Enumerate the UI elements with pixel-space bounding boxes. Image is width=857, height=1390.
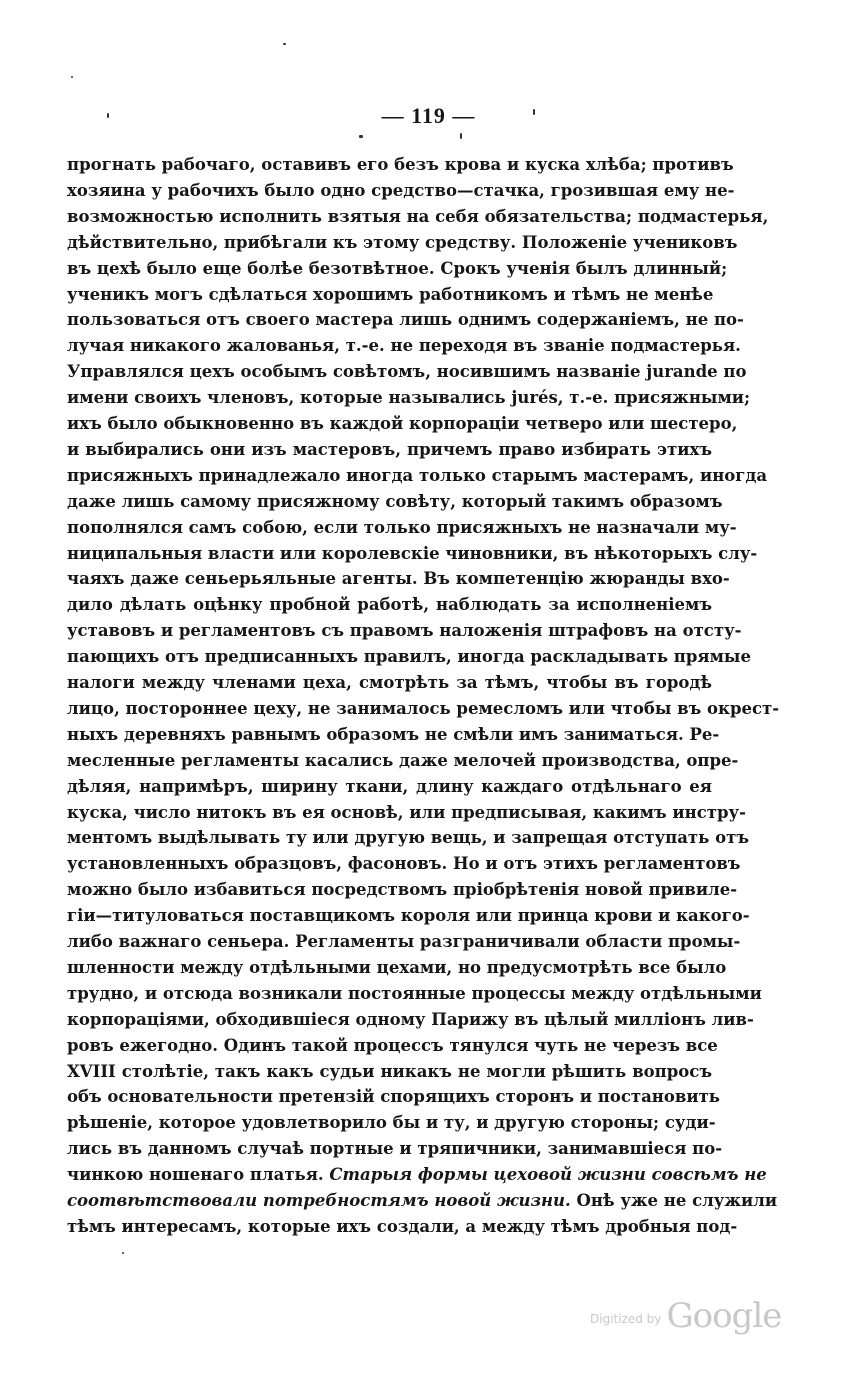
text-line: [67, 903, 750, 929]
text-line-content: рѣшеніе, которое удовлетворило бы и ту, и другую стороны; суди-: [67, 1113, 716, 1133]
text-line: [67, 566, 730, 592]
text-line: [67, 722, 720, 748]
text-line: [67, 825, 749, 851]
text-line-content: даже лишь самому присяжному совѣту, который такимъ образомъ: [67, 491, 723, 511]
text-line-content: имени своихъ членовъ, которые назывались jurés, т.-е. присяжными;: [67, 388, 751, 408]
text-line: [67, 256, 728, 282]
text-line: [67, 489, 723, 515]
text-line-content: лись въ данномъ случаѣ портные и тряпичники, занимавшіеся по-: [67, 1139, 723, 1159]
text-line-content: объ основательности претензій спорящихъ сторонъ и постановить: [67, 1087, 720, 1107]
text-line-content: пополнялся самъ собою, если только присяжныхъ не назначали му-: [67, 517, 737, 537]
text-line: [67, 437, 712, 463]
scan-speck: [460, 133, 462, 139]
text-line-content: Онѣ уже не служили: [570, 1191, 778, 1210]
text-line: [67, 644, 751, 670]
text-line-content: шленности между отдѣльными цехами, но предусмотрѣть все было: [67, 957, 727, 977]
text-line: [67, 152, 734, 178]
text-line-content: и выбирались они изъ мастеровъ, причемъ право избирать этихъ: [67, 439, 712, 459]
italic-emphasis: соотвѣтствовали потребностямъ новой жизни.: [67, 1191, 571, 1210]
text-line-content: уставовъ и регламентовъ съ правомъ наложенія штрафовъ на отсту-: [67, 621, 742, 641]
text-line-content: чинкою ношенаго платья.: [67, 1165, 330, 1185]
digitized-by-google-watermark: [590, 1296, 781, 1336]
text-line-content: пользоваться отъ своего мастера лишь однимъ содержаніемъ, не по-: [67, 310, 744, 330]
text-line-content: дѣляя, напримѣръ, ширину ткани, длину каждаго отдѣльнаго ея: [67, 776, 712, 796]
text-line: [67, 411, 738, 437]
text-line-content: присяжныхъ принадлежало иногда только старымъ мастерамъ, иногда: [67, 465, 768, 485]
text-line: [67, 1214, 738, 1240]
text-line-content: ментомъ выдѣлывать ту или другую вещь, и запрещая отступать отъ: [67, 828, 749, 848]
text-line: [67, 981, 762, 1007]
scan-speck: [359, 135, 363, 138]
text-line-content: хозяина у рабочихъ было одно средство—стачка, грозившая ему не-: [67, 180, 735, 200]
text-line-content: возможностью исполнить взятыя на себя обязательства; подмастерья,: [67, 206, 769, 226]
text-line: [67, 774, 712, 800]
text-line-content: установленныхъ образцовъ, фасоновъ. Но и отъ этихъ регламентовъ: [67, 854, 741, 874]
text-line-content: ученикъ могъ сдѣлаться хорошимъ работникомъ и тѣмъ не менѣе: [67, 284, 714, 304]
text-line-content: дило дѣлать оцѣнку пробной работѣ, наблюдать за исполненіемъ: [67, 595, 712, 615]
text-line: [67, 592, 712, 618]
text-line: [67, 696, 780, 722]
watermark-prefix: Digitized by: [590, 1312, 662, 1326]
text-line: [67, 1033, 718, 1059]
text-line-content: куска, число нитокъ въ ея основѣ, или предписывая, какимъ инстру-: [67, 802, 746, 822]
text-line: [67, 955, 727, 981]
text-line: [67, 282, 712, 308]
text-line-content: гіи—титуловаться поставщикомъ короля или принца крови и какого-: [67, 906, 750, 926]
text-line-content: месленные регламенты касались даже мелочей производства, опре-: [67, 750, 739, 770]
italic-emphasis: Старыя формы цеховой жизни совсѣмъ не: [329, 1165, 767, 1185]
text-line: [67, 463, 768, 489]
text-line-content: лучая никакого жалованья, т.-е. не переходя въ званіе подмастерья.: [67, 336, 741, 356]
text-line: [67, 1084, 720, 1110]
scan-speck: [71, 76, 73, 78]
text-line: [67, 877, 738, 903]
text-line-content: ровъ ежегодно. Одинъ такой процессъ тянулся чуть не черезъ все: [67, 1035, 718, 1055]
text-line: [67, 1110, 716, 1136]
text-line-content: корпораціями, обходившіеся одному Парижу въ цѣлый милліонъ лив-: [67, 1009, 754, 1029]
text-line: [67, 929, 741, 955]
text-line: [67, 178, 735, 204]
text-line: [67, 1136, 723, 1162]
text-line: [67, 800, 746, 826]
text-line: [67, 307, 744, 333]
text-line: [67, 230, 738, 256]
text-line-content: либо важнаго сеньера. Регламенты разграничивали области промы-: [67, 932, 741, 951]
page-number: — 119 —: [381, 103, 476, 128]
text-line-content: ныхъ деревняхъ равнымъ образомъ не смѣли имъ заниматься. Ре-: [67, 724, 720, 744]
scan-speck: [122, 1252, 124, 1254]
text-line-content: налоги между членами цеха, смотрѣть за тѣмъ, чтобы въ городѣ: [67, 673, 712, 692]
text-line-content: дѣйствительно, прибѣгали къ этому средству. Положеніе учениковъ: [67, 232, 738, 252]
text-line-content: ихъ было обыкновенно въ каждой корпораціи четверо или шестеро,: [67, 414, 738, 433]
text-line: [67, 359, 747, 385]
text-line: [67, 618, 742, 644]
text-line-content: лицо, постороннее цеху, не занималось ремесломъ или чтобы въ окрест-: [67, 698, 780, 718]
text-line-content: въ цехѣ было еще болѣе безотвѣтное. Срокъ ученія былъ длинный;: [67, 258, 728, 278]
text-line-content: прогнать рабочаго, оставивъ его безъ крова и куска хлѣба; противъ: [67, 155, 734, 174]
text-line: [67, 515, 737, 541]
scan-speck: [107, 113, 109, 118]
text-line: [67, 1162, 767, 1188]
scan-speck: [533, 109, 535, 115]
google-logo: Google: [666, 1296, 782, 1336]
scan-speck: [283, 43, 286, 45]
text-line: [67, 670, 712, 696]
text-line: [67, 385, 751, 411]
text-line: [67, 1059, 712, 1085]
text-line-content: можно было избавиться посредствомъ пріобрѣтенія новой привиле-: [67, 880, 738, 900]
text-line-content: тѣмъ интересамъ, которые ихъ создали, а между тѣмъ дробныя под-: [67, 1216, 738, 1236]
text-line-content: трудно, и отсюда возникали постоянные процессы между отдѣльными: [67, 983, 762, 1003]
text-line-content: XVIII столѣтіе, такъ какъ судьи никакъ не могли рѣшить вопросъ: [67, 1061, 712, 1081]
text-line: [67, 1188, 778, 1214]
text-line: [67, 541, 758, 567]
text-line-content: пающихъ отъ предписанныхъ правилъ, иногда раскладывать прямые: [67, 647, 751, 667]
text-line: [67, 1007, 754, 1033]
text-line: [67, 333, 741, 359]
text-line-content: чаяхъ даже сеньерьяльные агенты. Въ компетенцію жюранды вхо-: [67, 569, 730, 589]
text-line: [67, 748, 739, 774]
text-line: [67, 204, 769, 230]
text-line: [67, 851, 741, 877]
text-line-content: ниципальныя власти или королевскіе чиновники, въ нѣкоторыхъ слу-: [67, 543, 758, 563]
text-line-content: Управлялся цехъ особымъ совѣтомъ, носившимъ названіе jurande по: [67, 362, 747, 382]
